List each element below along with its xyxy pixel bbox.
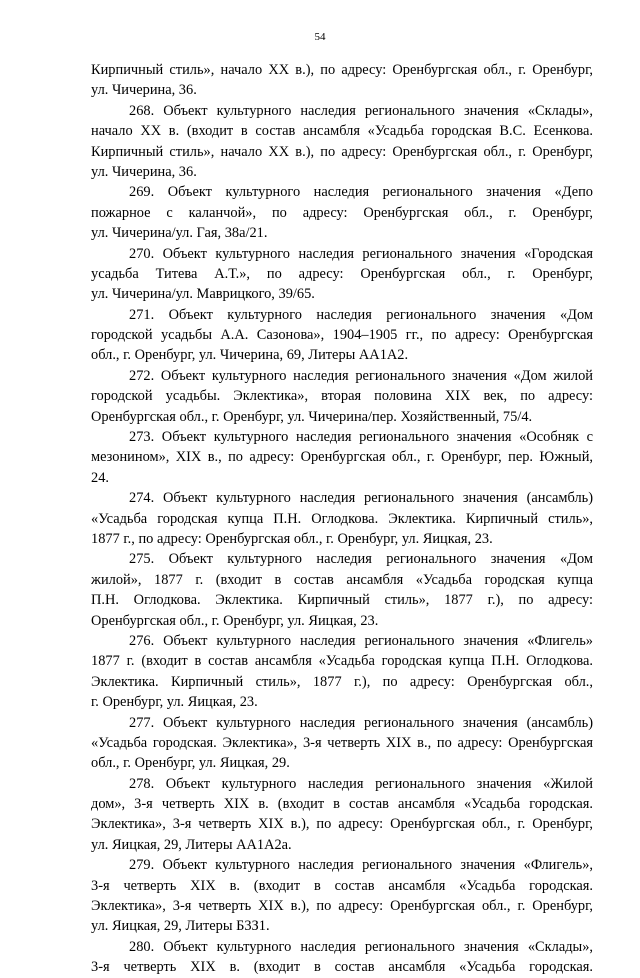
text-line: 278. Объект культурного наследия регионального значения «Жилой [129,775,593,792]
text-line: ул. Чичерина, 36. [91,163,197,180]
text-line: г. Оренбург, ул. Яицкая, 23. [91,694,258,711]
text-line: «Усадьба городская купца П.Н. Оглодкова. Эклектика. Кирпичный стиль», [91,510,593,527]
text-line: 1877 г., по адресу: Оренбургская обл., г. Оренбург, ул. Яицкая, 23. [91,530,493,547]
text-line: Эклектика», 3-я четверть XIX в.), по адресу: Оренбургская обл., г. Оренбург, [91,898,593,915]
text-line: начало XX в. (входит в состав ансамбля «Усадьба городская В.С. Есенкова. [91,123,593,140]
text-line: 3-я четверть XIX в. (входит в состав ансамбля «Усадьба городская. [91,959,593,976]
text-line: мезонином», XIX в., по адресу: Оренбургская обл., г. Оренбург, пер. Южный, [91,449,593,466]
text-line: Кирпичный стиль», начало XX в.), по адресу: Оренбургская обл., г. Оренбург, [91,143,593,160]
text-line: 279. Объект культурного наследия регионального значения «Флигель», [129,857,593,874]
document-body [91,60,593,978]
text-line: Эклектика. Кирпичный стиль», 1877 г.), по адресу: Оренбургская обл., [91,673,593,690]
text-line: ул. Чичерина/ул. Гая, 38а/21. [91,225,268,242]
text-line: обл., г. Оренбург, ул. Яицкая, 29. [91,755,290,772]
text-line: ул. Чичерина/ул. Маврицкого, 39/65. [91,286,315,303]
page-number: 54 [314,31,326,43]
text-line: 1877 г. (входит в состав ансамбля «Усадьба городская купца П.Н. Оглодкова. [91,653,593,670]
text-line: 276. Объект культурного наследия регионального значения «Флигель» [129,632,593,649]
text-line: ул. Яицкая, 29, Литеры Б3З1. [91,918,270,935]
text-line: Эклектика», 3-я четверть XIX в.), по адресу: Оренбургская обл., г. Оренбург, [91,816,593,833]
text-line: 271. Объект культурного наследия регионального значения «Дом [129,306,593,323]
text-line: Оренбургская обл., г. Оренбург, ул. Чичерина/пер. Хозяйственный, 75/4. [91,408,533,425]
text-line: 24. [91,469,109,486]
text-line: ул. Яицкая, 29, Литеры АА1А2а. [91,836,292,853]
text-line: 3-я четверть XIX в. (входит в состав ансамбля «Усадьба городская. [91,877,593,894]
text-line: жилой», 1877 г. (входит в состав ансамбля «Усадьба городская купца [91,571,593,588]
text-line: 270. Объект культурного наследия регионального значения «Городская [129,245,593,262]
text-line: дом», 3-я четверть XIX в. (входит в состав ансамбля «Усадьба городская. [91,796,593,813]
text-line: Оренбургская обл., г. Оренбург, ул. Яицкая, 23. [91,612,379,629]
text-line: Кирпичный стиль», начало XX в.), по адресу: Оренбургская обл., г. Оренбург, [91,62,593,78]
text-line: 280. Объект культурного наследия регионального значения «Склады», [129,938,593,955]
text-line: пожарное с каланчой», по адресу: Оренбургская обл., г. Оренбург, [91,204,593,221]
text-line: 277. Объект культурного наследия регионального значения (ансамбль) [129,714,593,731]
text-line: обл., г. Оренбург, ул. Чичерина, 69, Литеры АА1А2. [91,347,409,364]
text-line: П.Н. Оглодкова. Эклектика. Кирпичный стиль», 1877 г.), по адресу: [91,592,593,609]
text-line: городской усадьбы А.А. Сазонова», 1904–1905 гг., по адресу: Оренбургская [91,327,593,344]
text-line: «Усадьба городская. Эклектика», 3-я четверть XIX в., по адресу: Оренбургская [91,734,593,751]
text-line: 269. Объект культурного наследия регионального значения «Депо [129,184,593,201]
text-line: 275. Объект культурного наследия регионального значения «Дом [129,551,593,568]
text-line: усадьба Титева А.Т.», по адресу: Оренбургская обл., г. Оренбург, [91,265,593,282]
text-line: ул. Чичерина, 36. [91,82,197,99]
text-line: 272. Объект культурного наследия регионального значения «Дом жилой [129,367,593,384]
text-line: 273. Объект культурного наследия регионального значения «Особняк с [129,429,593,446]
text-line: 268. Объект культурного наследия регионального значения «Склады», [129,102,593,119]
text-line: 274. Объект культурного наследия регионального значения (ансамбль) [129,490,593,507]
text-line: городской усадьбы. Эклектика», вторая половина XIX век, по адресу: [91,388,593,405]
